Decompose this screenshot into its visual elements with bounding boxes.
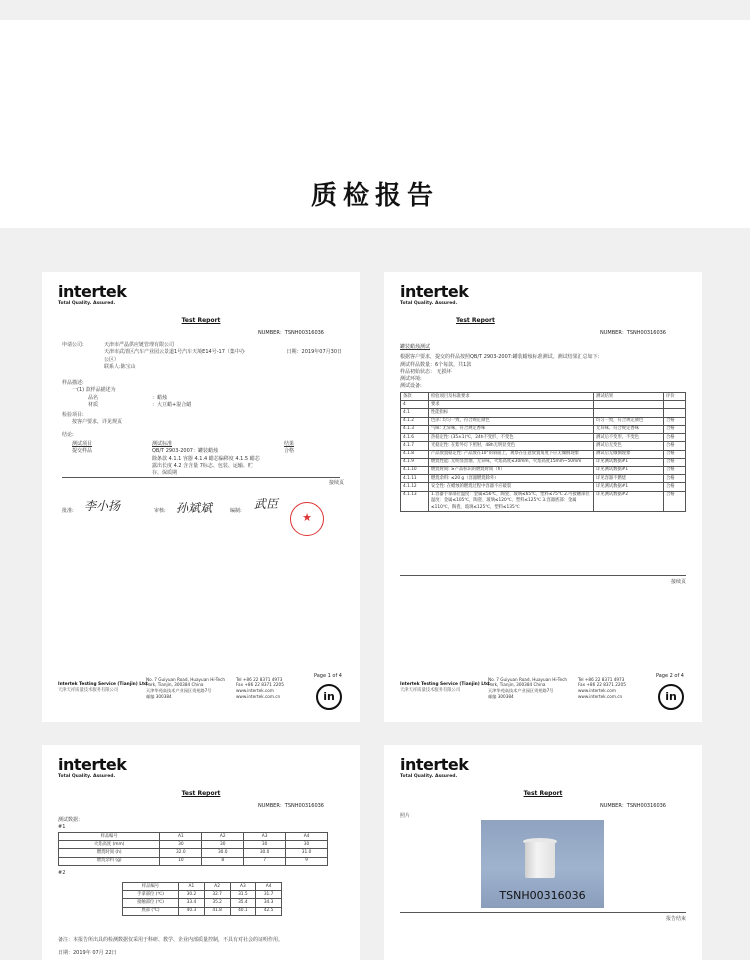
company-seal: ★ xyxy=(290,502,324,536)
page-number: Page 2 of 4 xyxy=(655,672,684,679)
report-number: NUMBER：TSNH00316036 xyxy=(258,330,324,336)
intertek-in-icon: in xyxy=(316,684,342,710)
conclusion-block: 结论: 测试项目 测试标准 结果 提交样品 QB/T 2903-2007：罐装蜡烛 除条款 4.1.1 容器 4.1.4 蜡芯偏移度 4.1.5 蜡芯 露出长度 4.2 含含量 7标志、包装、运输、贮 存、保质期 合格 xyxy=(62,432,295,476)
table-row: 4.1 性能指标 xyxy=(401,409,686,417)
footer-contact: Tel +86 22 8371 4973 Fax +86 22 8371 2205 www.intertek.com www.intertek.com.cn xyxy=(236,676,284,700)
approver-label: 批准: xyxy=(62,508,74,514)
table-row: 火焰高度 (mm) 30 30 30 30 xyxy=(59,841,328,849)
table-row: 燃烧余料 (g) 10 8 7 9 xyxy=(59,857,328,865)
page-title: 质检报告 xyxy=(310,181,439,211)
intertek-logo: intertek Total Quality. Assured. xyxy=(58,755,127,779)
report-title: Test Report xyxy=(181,317,221,324)
report-note: 备注：本报告所出具的检测数据仅采用于科研、教学、企业内部质量控制，不具有对社会的证明作用。 xyxy=(58,937,284,943)
table-row: 底部 (℃) 40.3 41.8 40.1 42.5 xyxy=(123,907,282,915)
table-row: 4.1.12 安全性: 在蜡烛的燃烧过程中容器不应破裂 详见测试数据#1 合格 xyxy=(401,483,686,491)
table-row: 4.1.7 光稳定性: 在紫外灯下照射，48h无明显变色 测试后无变色 合格 xyxy=(401,442,686,450)
test-intro: 罐装蜡烛测试 根据客户要求，提交的样品按照QB/T 2903-2007:罐装蜡烛标准测试。测试结果汇总如下: 测试样品数量：6个每款，共1款 样品初始状态： 无损坏 测试环境: 测试设备: xyxy=(400,344,600,390)
reviewer-label: 审核: xyxy=(154,508,166,514)
table-row: 4.1.8 产品放置稳定性: 产品放在10°的斜面上，观察在任意放置角度下应无倾倒现象 测试后无倾倒现象 合格 xyxy=(401,450,686,458)
burn-data-table xyxy=(58,832,328,866)
report-page-2: intertek Total Quality. Assured. Test Report NUMBER：TSNH00316036 罐装蜡烛测试 根据客户要求，提交的样品按照QB/T 2903-2007:罐装蜡烛标准测试。测试结果汇总如下: 测试样品数量：6个每款，共1款 样品初始状态： 无损坏 测试环境: 测试设备: 条款 检验项目及标准要求 测试结果 评价 4 要求 4.1 性能指标 4.1.2 色泽: 均匀一致，符合规定颜色 均匀一致，符合规定颜色 合格 4.1.3 气味: 无异味，符合规定香味 无异味，符合规定香味 合格 4.1.6 热稳定性: (35±1)℃，24h不变形，不变色 测试后不变形，不变色 合格 4.1.7 光稳定性: 在紫外灯下照射，48h无明显变色 测试后无变色 合格 4.1.8 产品放置稳定性: 产品放在10°的斜面上，观察在任意放置角度下应无倾倒现象 测试后无倾倒现象 合格 4.1.9 燃烧性能: 无明显黑烟，无异味，火焰高度≤30mm，火焰高度15mm~50mm 详见测试数据#1 合格 4.1.10 燃烧时间: ≥产品标识的燃烧时间（h） 详见测试数据#1 合格 4.1.11 燃烧余料: ≤20 g（容器燃烧除外） 详见容器不燃烧 合格 4.1.12 安全性: 在蜡烛的燃烧过程中容器不应破裂 详见测试数据#1 合格 4.1.13 1.容器手拿部位温度：金属≤56℃，陶瓷、玻璃≤65℃，塑料≤75℃ 2.可接触部位温度：金属≤105℃，陶瓷、玻璃≤120℃，塑料≤125℃ 3.容器底部：金属≤110℃，陶瓷、玻璃≤125℃，塑料≤135℃ 详见测试数据#2 合格 接续页 Intertek Testing Service (Tianjin) Ltd. 天津天祥质量技术服务有限公司 No. 7 Guiyuan Road, Huayuan Hi-Tech Park, Tianjin, 300384 China 天津华苑高技术产业园区贵苑路7号 邮编 300384 Tel +86 22 8371 4973 Fax +86 22 8371 2205 www.intertek.com www.intertek.com.cn Page 2 of 4 in xyxy=(384,272,702,722)
table-row: 4 要求 xyxy=(401,401,686,409)
intertek-logo: intertek Total Quality. Assured. xyxy=(400,282,469,306)
applicant-block: 申请公司: 天津市严晶供应链管理有限公司 天津市武清区汽车产业园云景道1号汽车天境E14号-17（集中办 公区） 联系人:陈宝山 日期：2019年07月30日 xyxy=(62,342,342,370)
editor-label: 编制: xyxy=(230,508,242,514)
report-title: Test Report xyxy=(181,790,221,797)
temperature-table xyxy=(122,882,282,916)
report-page-1: intertek Total Quality. Assured. Test Report NUMBER：TSNH00316036 申请公司: 天津市严晶供应链管理有限公司 天津市武清区汽车产业园云景道1号汽车天境E14号-17（集中办 公区） 联系人:陈宝山 日期：2019年07月30日 样品描述: 一(1) 款样品描述为 品名 ：蜡烛 材质 ：大豆蜡+混合蜡 检验项目: 按客户要求，详见规页 结论: 测试项目 测试标准 结果 提交样品 QB/T 2903-2007：罐装蜡烛 除条款 4.1.1 容器 4.1.4 蜡芯偏移度 4.1.5 蜡芯 露出长度 4.2 含含量 7标志、包装、运输、贮 存、保质期 合格 接续页 批准: 李小扬 审核: 孙斌斌 编制: 武臣 ★ Intertek Testing Service (Tianjin) Ltd. 天津天祥质量技术服务有限公司 No. 7 Guiyuan Road, Huayuan Hi-Tech Park, Tianjin, 300384 China 天津华苑高技术产业园区贵苑路7号 邮编 300384 Tel +86 22 8371 4973 Fax +86 22 8371 2205 www.intertek.com www.intertek.com.cn Page 1 of 4 in xyxy=(42,272,360,722)
table-header-row: 样品编号 A1 A2 A3 A4 xyxy=(59,833,328,841)
table-header-row: 样品编号 A1 A2 A3 A4 xyxy=(123,883,282,891)
top-bar xyxy=(0,0,750,20)
footer-company: Intertek Testing Service (Tianjin) Ltd. 天津天祥质量技术服务有限公司 xyxy=(58,681,149,693)
table-row: 4.1.6 热稳定性: (35±1)℃，24h不变形，不变色 测试后不变形，不变色 合格 xyxy=(401,434,686,442)
report-page-4 xyxy=(384,745,702,960)
report-date: 日期：2019年07月30日 xyxy=(286,349,342,355)
report-page-3: intertek Total Quality. Assured. Test Report NUMBER：TSNH00316036 测试数据： #1 样品编号 A1 A2 A3 A4 火焰高度 (mm) 30 30 30 30 燃烧时间 (h) 32.0 30.0 30.0 31.0 燃烧余料 (g) 10 8 7 9 #2 样品编号 A1 A2 A3 A4 手拿部位 (℃) 30.2 32.7 31.5 31.7 接触部位 (℃) 33.4 35.2 35.4 34.3 底部 (℃) 40.3 41.8 40.1 42.5 备注：本报告所出具的检测数据仅采用于科研、教学、企业内部质量控制，不具有对社会的证明作用。 日期：2019年 07月 22日 xyxy=(42,745,360,960)
signature-editor: 武臣 xyxy=(254,497,279,511)
report-date: 日期：2019年 07月 22日 xyxy=(58,950,117,956)
intertek-logo: intertek Total Quality. Assured. xyxy=(58,282,127,306)
page-number: Page 1 of 4 xyxy=(313,672,342,679)
signature-approver: 李小扬 xyxy=(84,499,121,513)
report-number: NUMBER：TSNH00316036 xyxy=(258,803,324,809)
photo-sample-number: TSNH00316036 xyxy=(499,889,586,903)
test-results-table: 条款 检验项目及标准要求 测试结果 评价 4 要求 4.1 性能指标 4.1.2 色泽: 均匀一致，符合规定颜色 均匀一致，符合规定颜色 合格 4.1.3 气味: 无异味，符合规定香味 无异味，符合规定香味 合格 4.1.6 热稳定性: (35±1)℃，24h不变形，不变色 测试后不变形，不变色 合格 4.1.7 光稳定性: 在紫外灯下照射，48h无明显变色 测试后无变色 合格 4.1.8 产品放置稳定性: 产品放在10°的斜面上，观察在任意放置角度下应无倾倒现象 测试后无倾倒现象 合格 4.1.9 燃烧性能: 无明显黑烟，无异味，火焰高度≤30mm，火焰高度15mm~50mm 详见测试数据#1 合格 4.1.10 燃烧时间: ≥产品标识的燃烧时间（h） 详见测试数据#1 合格 4.1.11 燃烧余料: ≤20 g（容器燃烧除外） 详见容器不燃烧 合格 4.1.12 安全性: 在蜡烛的燃烧过程中容器不应破裂 详见测试数据#1 合格 4.1.13 1.容器手拿部位温度：金属≤56℃，陶瓷、玻璃≤65℃，塑料≤75℃ 2.可接触部位温度：金属≤105℃，陶瓷、玻璃≤120℃，塑料≤125℃ 3.容器底部：金属≤110℃，陶瓷、玻璃≤125℃，塑料≤135℃ 详见测试数据#2 合格 xyxy=(400,392,686,512)
table-row: 4.1.2 色泽: 均匀一致，符合规定颜色 均匀一致，符合规定颜色 合格 xyxy=(401,417,686,425)
intertek-logo: intertek Total Quality. Assured. xyxy=(400,755,469,779)
intertek-in-icon: in xyxy=(658,684,684,710)
footer-address: No. 7 Guiyuan Road, Huayuan Hi-Tech Park, Tianjin, 300384 China 天津华苑高技术产业园区贵苑路7号 邮编 300384 xyxy=(146,676,226,700)
footer-address: No. 7 Guiyuan Road, Huayuan Hi-Tech Park, Tianjin, 300384 China 天津华苑高技术产业园区贵苑路7号 邮编 300384 xyxy=(488,676,568,700)
candle-jar xyxy=(525,842,555,878)
table-row: 接触部位 (℃) 33.4 35.2 35.4 34.3 xyxy=(123,899,282,907)
table-row: 4.1.10 燃烧时间: ≥产品标识的燃烧时间（h） 详见测试数据#1 合格 xyxy=(401,466,686,474)
sample-photo xyxy=(481,820,604,908)
footer-company: Intertek Testing Service (Tianjin) Ltd. 天津天祥质量技术服务有限公司 xyxy=(400,681,491,693)
footer-contact: Tel +86 22 8371 4973 Fax +86 22 8371 2205 www.intertek.com www.intertek.com.cn xyxy=(578,676,626,700)
report-title: Test Report xyxy=(523,790,563,797)
table-row: 4.1.9 燃烧性能: 无明显黑烟，无异味，火焰高度≤30mm，火焰高度15mm~50mm 详见测试数据#1 合格 xyxy=(401,458,686,466)
report-number: NUMBER：TSNH00316036 xyxy=(600,803,666,809)
table-row: 手拿部位 (℃) 30.2 32.7 31.5 31.7 xyxy=(123,891,282,899)
photo-label: 照片 xyxy=(400,813,411,819)
table-row: 4.1.13 1.容器手拿部位温度：金属≤56℃，陶瓷、玻璃≤65℃，塑料≤75℃ 2.可接触部位温度：金属≤105℃，陶瓷、玻璃≤120℃，塑料≤125℃ 3.容器底部：金属≤110℃，陶瓷、玻璃≤125℃，塑料≤135℃ 详见测试数据#2 合格 xyxy=(401,491,686,512)
table-row: 燃烧时间 (h) 32.0 30.0 30.0 31.0 xyxy=(59,849,328,857)
data-label: 测试数据： #1 xyxy=(58,817,84,831)
test-requirement: 检验项目: 按客户要求，详见规页 xyxy=(62,412,123,426)
sample-desc: 样品描述: 一(1) 款样品描述为 品名 ：蜡烛 材质 ：大豆蜡+混合蜡 xyxy=(62,380,192,408)
hero-section xyxy=(0,20,750,228)
table-row: 4.1.11 燃烧余料: ≤20 g（容器燃烧除外） 详见容器不燃烧 合格 xyxy=(401,475,686,483)
report-number: NUMBER：TSNH00316036 xyxy=(600,330,666,336)
signature-reviewer: 孙斌斌 xyxy=(176,501,213,515)
table-row: 4.1.3 气味: 无异味，符合规定香味 无异味，符合规定香味 合格 xyxy=(401,425,686,433)
report-title: Test Report xyxy=(456,317,495,324)
report-end: 报告结束 xyxy=(665,916,686,922)
